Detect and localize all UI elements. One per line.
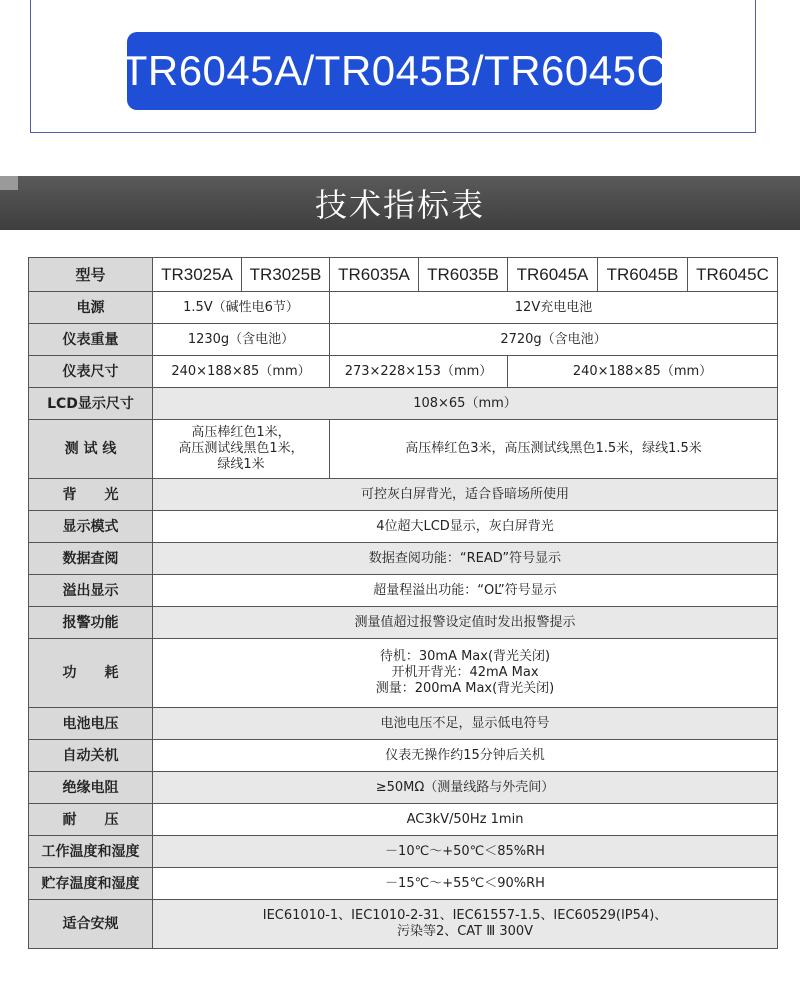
value-cell: 仪表无操作约15分钟后关机: [153, 740, 778, 772]
value-cell: 待机：30mA Max(背光关闭) 开机开背光：42mA Max 测量：200mA Max(背光关闭): [153, 639, 778, 708]
value-cell: 2720g（含电池）: [330, 324, 778, 356]
value-cell: 超量程溢出功能：“OL”符号显示: [153, 575, 778, 607]
row-label: 电源: [29, 292, 153, 324]
model-title-badge: TR6045A/TR045B/TR6045C: [127, 32, 662, 110]
row-label: 仪表尺寸: [29, 356, 153, 388]
value-cell: AC3kV/50Hz 1min: [153, 804, 778, 836]
value-cell: 1230g（含电池）: [153, 324, 330, 356]
model-cell: TR3025A: [153, 258, 242, 292]
value-cell: 240×188×85（mm）: [153, 356, 330, 388]
value-cell: 240×188×85（mm）: [508, 356, 778, 388]
table-row-power: [29, 292, 778, 324]
table-row-backlight: [29, 479, 778, 511]
table-row-size: [29, 356, 778, 388]
value-cell: 1.5V（碱性电6节）: [153, 292, 330, 324]
table-row-leads: [29, 420, 778, 479]
table-row-auto-off: [29, 740, 778, 772]
value-cell: 高压棒红色3米，高压测试线黑色1.5米，绿线1.5米: [330, 420, 778, 479]
row-label: 耐 压: [29, 804, 153, 836]
value-cell: －10℃～+50℃＜85%RH: [153, 836, 778, 868]
row-label: 电池电压: [29, 708, 153, 740]
row-label: 仪表重量: [29, 324, 153, 356]
row-label: 测 试 线: [29, 420, 153, 479]
value-cell: ≥50MΩ（测量线路与外壳间）: [153, 772, 778, 804]
model-cell: TR6035A: [330, 258, 419, 292]
table-row-operating: [29, 836, 778, 868]
table-row-lcd: [29, 388, 778, 420]
model-cell: TR6035B: [419, 258, 508, 292]
table-row-alarm: [29, 607, 778, 639]
row-label: 贮存温度和湿度: [29, 868, 153, 900]
value-cell: 273×228×153（mm）: [330, 356, 508, 388]
model-cell: TR6045B: [598, 258, 688, 292]
value-cell: 可控灰白屏背光，适合昏暗场所使用: [153, 479, 778, 511]
value-cell: 高压棒红色1米， 高压测试线黑色1米， 绿线1米: [153, 420, 330, 479]
spec-table: [28, 257, 778, 949]
row-label: 显示模式: [29, 511, 153, 543]
table-row-battery: [29, 708, 778, 740]
value-cell: IEC61010-1、IEC1010-2-31、IEC61557-1.5、IEC60529(IP54)、 污染等2、CAT Ⅲ 300V: [153, 900, 778, 949]
row-label: 适合安规: [29, 900, 153, 949]
row-label: LCD显示尺寸: [29, 388, 153, 420]
table-row-models: [29, 258, 778, 292]
row-label: 功 耗: [29, 639, 153, 708]
value-cell: 电池电压不足，显示低电符号: [153, 708, 778, 740]
section-title: 技术指标表: [314, 186, 485, 224]
value-cell: 12V充电电池: [330, 292, 778, 324]
value-cell: 数据查阅功能：“READ”符号显示: [153, 543, 778, 575]
value-cell: 4位超大LCD显示，灰白屏背光: [153, 511, 778, 543]
corner-decoration: [0, 176, 18, 190]
row-label: 工作温度和湿度: [29, 836, 153, 868]
section-title-bar: [0, 176, 800, 230]
row-label: 数据查阅: [29, 543, 153, 575]
table-row-withstand: [29, 804, 778, 836]
table-row-overflow: [29, 575, 778, 607]
table-row-weight: [29, 324, 778, 356]
table-row-display: [29, 511, 778, 543]
table-row-safety: [29, 900, 778, 949]
value-cell: 108×65（mm）: [153, 388, 778, 420]
table-row-insulation: [29, 772, 778, 804]
model-cell: TR6045A: [508, 258, 598, 292]
row-label: 背 光: [29, 479, 153, 511]
row-label: 型号: [29, 258, 153, 292]
model-cell: TR6045C: [688, 258, 778, 292]
row-label: 报警功能: [29, 607, 153, 639]
table-row-storage: [29, 868, 778, 900]
row-label: 溢出显示: [29, 575, 153, 607]
row-label: 绝缘电阻: [29, 772, 153, 804]
table-row-data-review: [29, 543, 778, 575]
value-cell: 测量值超过报警设定值时发出报警提示: [153, 607, 778, 639]
model-cell: TR3025B: [242, 258, 330, 292]
table-row-consumption: [29, 639, 778, 708]
row-label: 自动关机: [29, 740, 153, 772]
value-cell: －15℃～+55℃＜90%RH: [153, 868, 778, 900]
